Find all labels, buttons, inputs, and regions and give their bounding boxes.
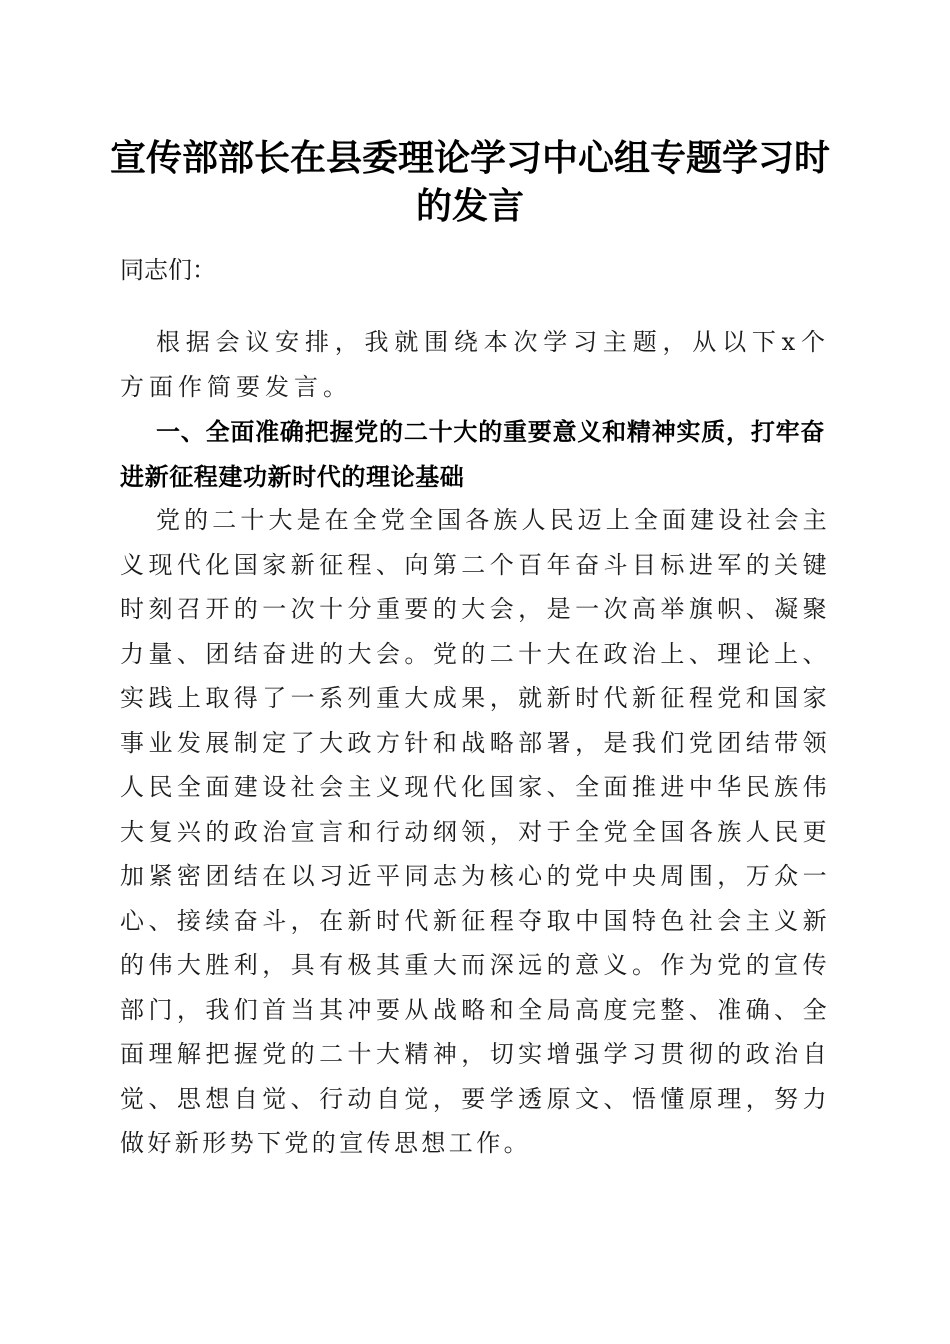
salutation: 同志们： — [120, 256, 216, 284]
intro-paragraph: 根据会议安排，我就围绕本次学习主题，从以下x个方面作简要发言。 — [120, 328, 830, 401]
document-title: 宣传部部长在县委理论学习中心组专题学习时的发言 — [109, 137, 830, 227]
section-heading-1: 一、全面准确把握党的二十大的重要意义和精神实质，打牢奋进新征程建功新时代的理论基础 — [120, 418, 825, 491]
section-paragraph-1: 党的二十大是在全党全国各族人民迈上全面建设社会主义现代化国家新征程、向第二个百年奋斗目标进军的关键时刻召开的一次十分重要的大会，是一次高举旗帜、凝聚力量、团结奋进的大会。党的二十大在政治上、理论上、实践上取得了一系列重大成果，就新时代新征程党和国家事业发展制定了大政方针和战略部署，是我们党团结带领人民全面建设社会主义现代化国家、全面推进中华民族伟大复兴的政治宣言和行动纲领，对于全党全国各族人民更加紧密团结在以习近平同志为核心的党中央周围，万众一心、接续奋斗，在新时代新征程夺取中国特色社会主义新的伟大胜利，具有极其重大而深远的意义。作为党的宣传部门，我们首当其冲要从战略和全局高度完整、准确、全面理解把握党的二十大精神，切实增强学习贯彻的政治自觉、思想自觉、行动自觉，要学透原文、悟懂原理，努力做好新形势下党的宣传思想工作。 — [120, 506, 830, 1157]
